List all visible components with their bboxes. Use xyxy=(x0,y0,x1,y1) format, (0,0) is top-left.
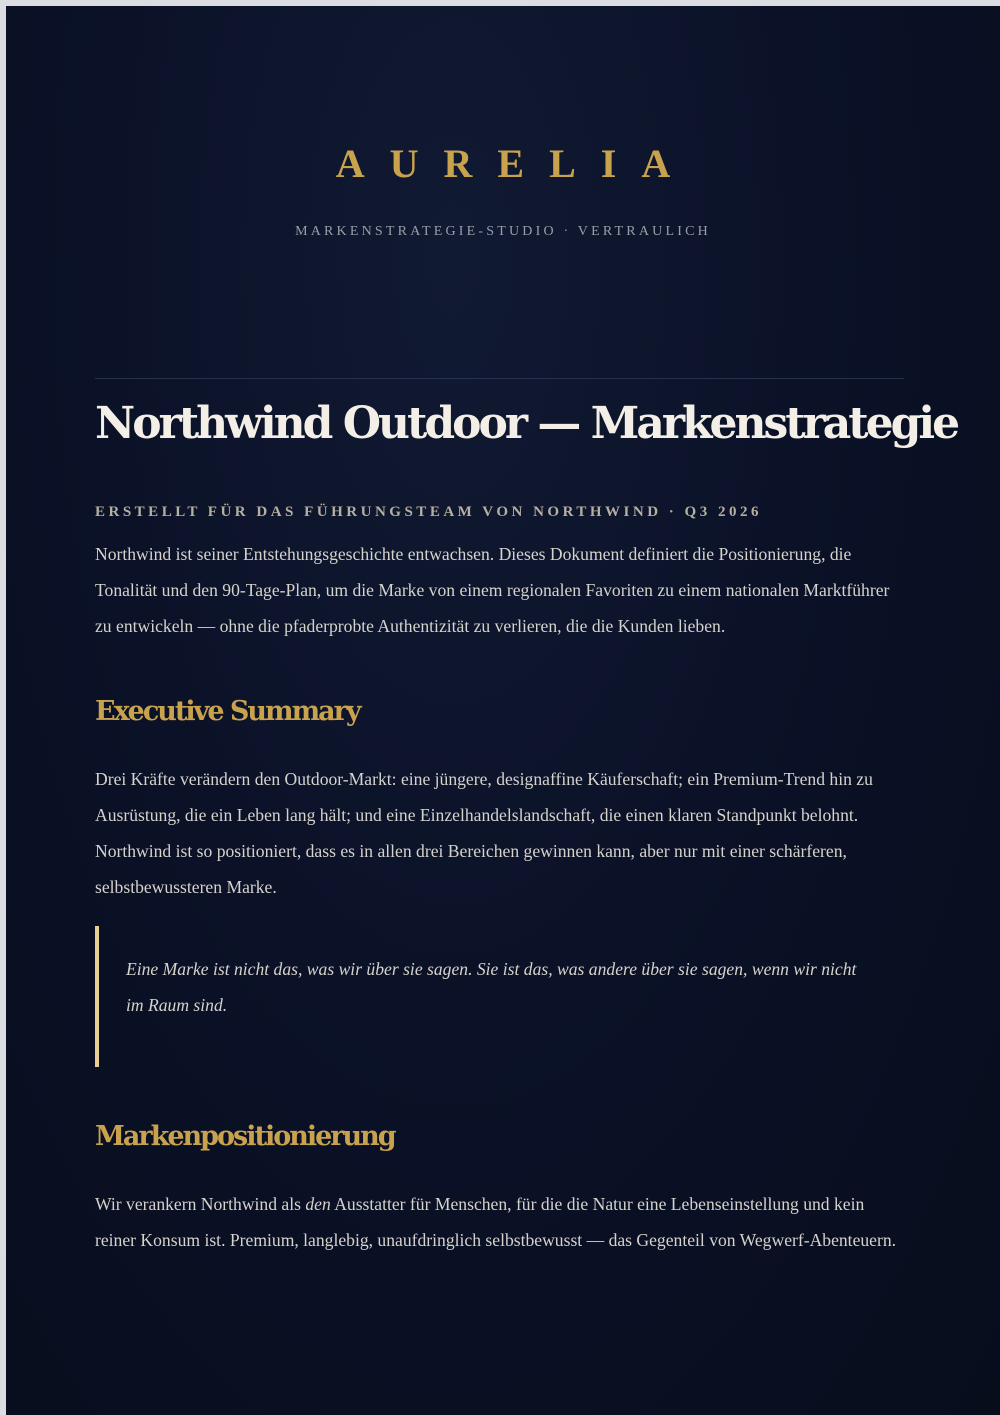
section-heading-executive-summary: Executive Summary xyxy=(95,696,360,727)
header-divider xyxy=(95,378,904,379)
executive-summary-paragraph: Drei Kräfte verändern den Outdoor-Markt: eine jüngere, designaffine Käuferschaft; ein Premium-Trend hin zu Ausrüstung, die ein Leben lang hält; und eine Einzelhandelslandschaft, die einen klaren Standpunkt belohnt. Northwind ist so positioniert, dass es in allen drei Bereichen gewinnen kann, aber nur mit einer schärferen, selbstbewussteren Marke. xyxy=(95,769,873,897)
pull-quote xyxy=(95,926,907,1067)
intro-paragraph: Northwind ist seiner Entstehungsgeschichte entwachsen. Dieses Dokument definiert die Positionierung, die Tonalität und den 90-Tage-Plan, um die Marke von einem regionalen Favoriten zu einem nationalen Marktführer zu entwickeln — ohne die pfaderprobte Authentizität zu verlieren, die die Kunden lieben. xyxy=(95,544,890,636)
studio-confidential-line: MARKENSTRATEGIE-STUDIO · VERTRAULICH xyxy=(295,224,711,239)
section-heading-positioning: Markenpositionierung xyxy=(95,1121,395,1152)
pull-quote-text: Eine Marke ist nicht das, was wir über sie sagen. Sie ist das, was andere über sie sagen, wenn wir nicht im Raum sind. xyxy=(126,959,857,1015)
document-title: Northwind Outdoor — Markenstrategie xyxy=(95,398,958,449)
positioning-text-start: Wir verankern Northwind als xyxy=(95,1194,306,1214)
brand-logo-text: AURELIA xyxy=(335,141,696,186)
positioning-emphasis: den xyxy=(305,1194,331,1214)
positioning-paragraph xyxy=(95,1186,907,1258)
document-meta-line: ERSTELLT FÜR DAS FÜHRUNGSTEAM VON NORTHWIND · Q3 2026 xyxy=(95,504,762,520)
document-page xyxy=(6,6,1000,1415)
positioning-text-end: Ausstatter für Menschen, für die die Natur eine Lebenseinstellung und kein reiner Konsum ist. Premium, langlebig, unaufdringlich selbstbewusst — das Gegenteil von Wegwerf-Abenteuern. xyxy=(95,1194,897,1250)
